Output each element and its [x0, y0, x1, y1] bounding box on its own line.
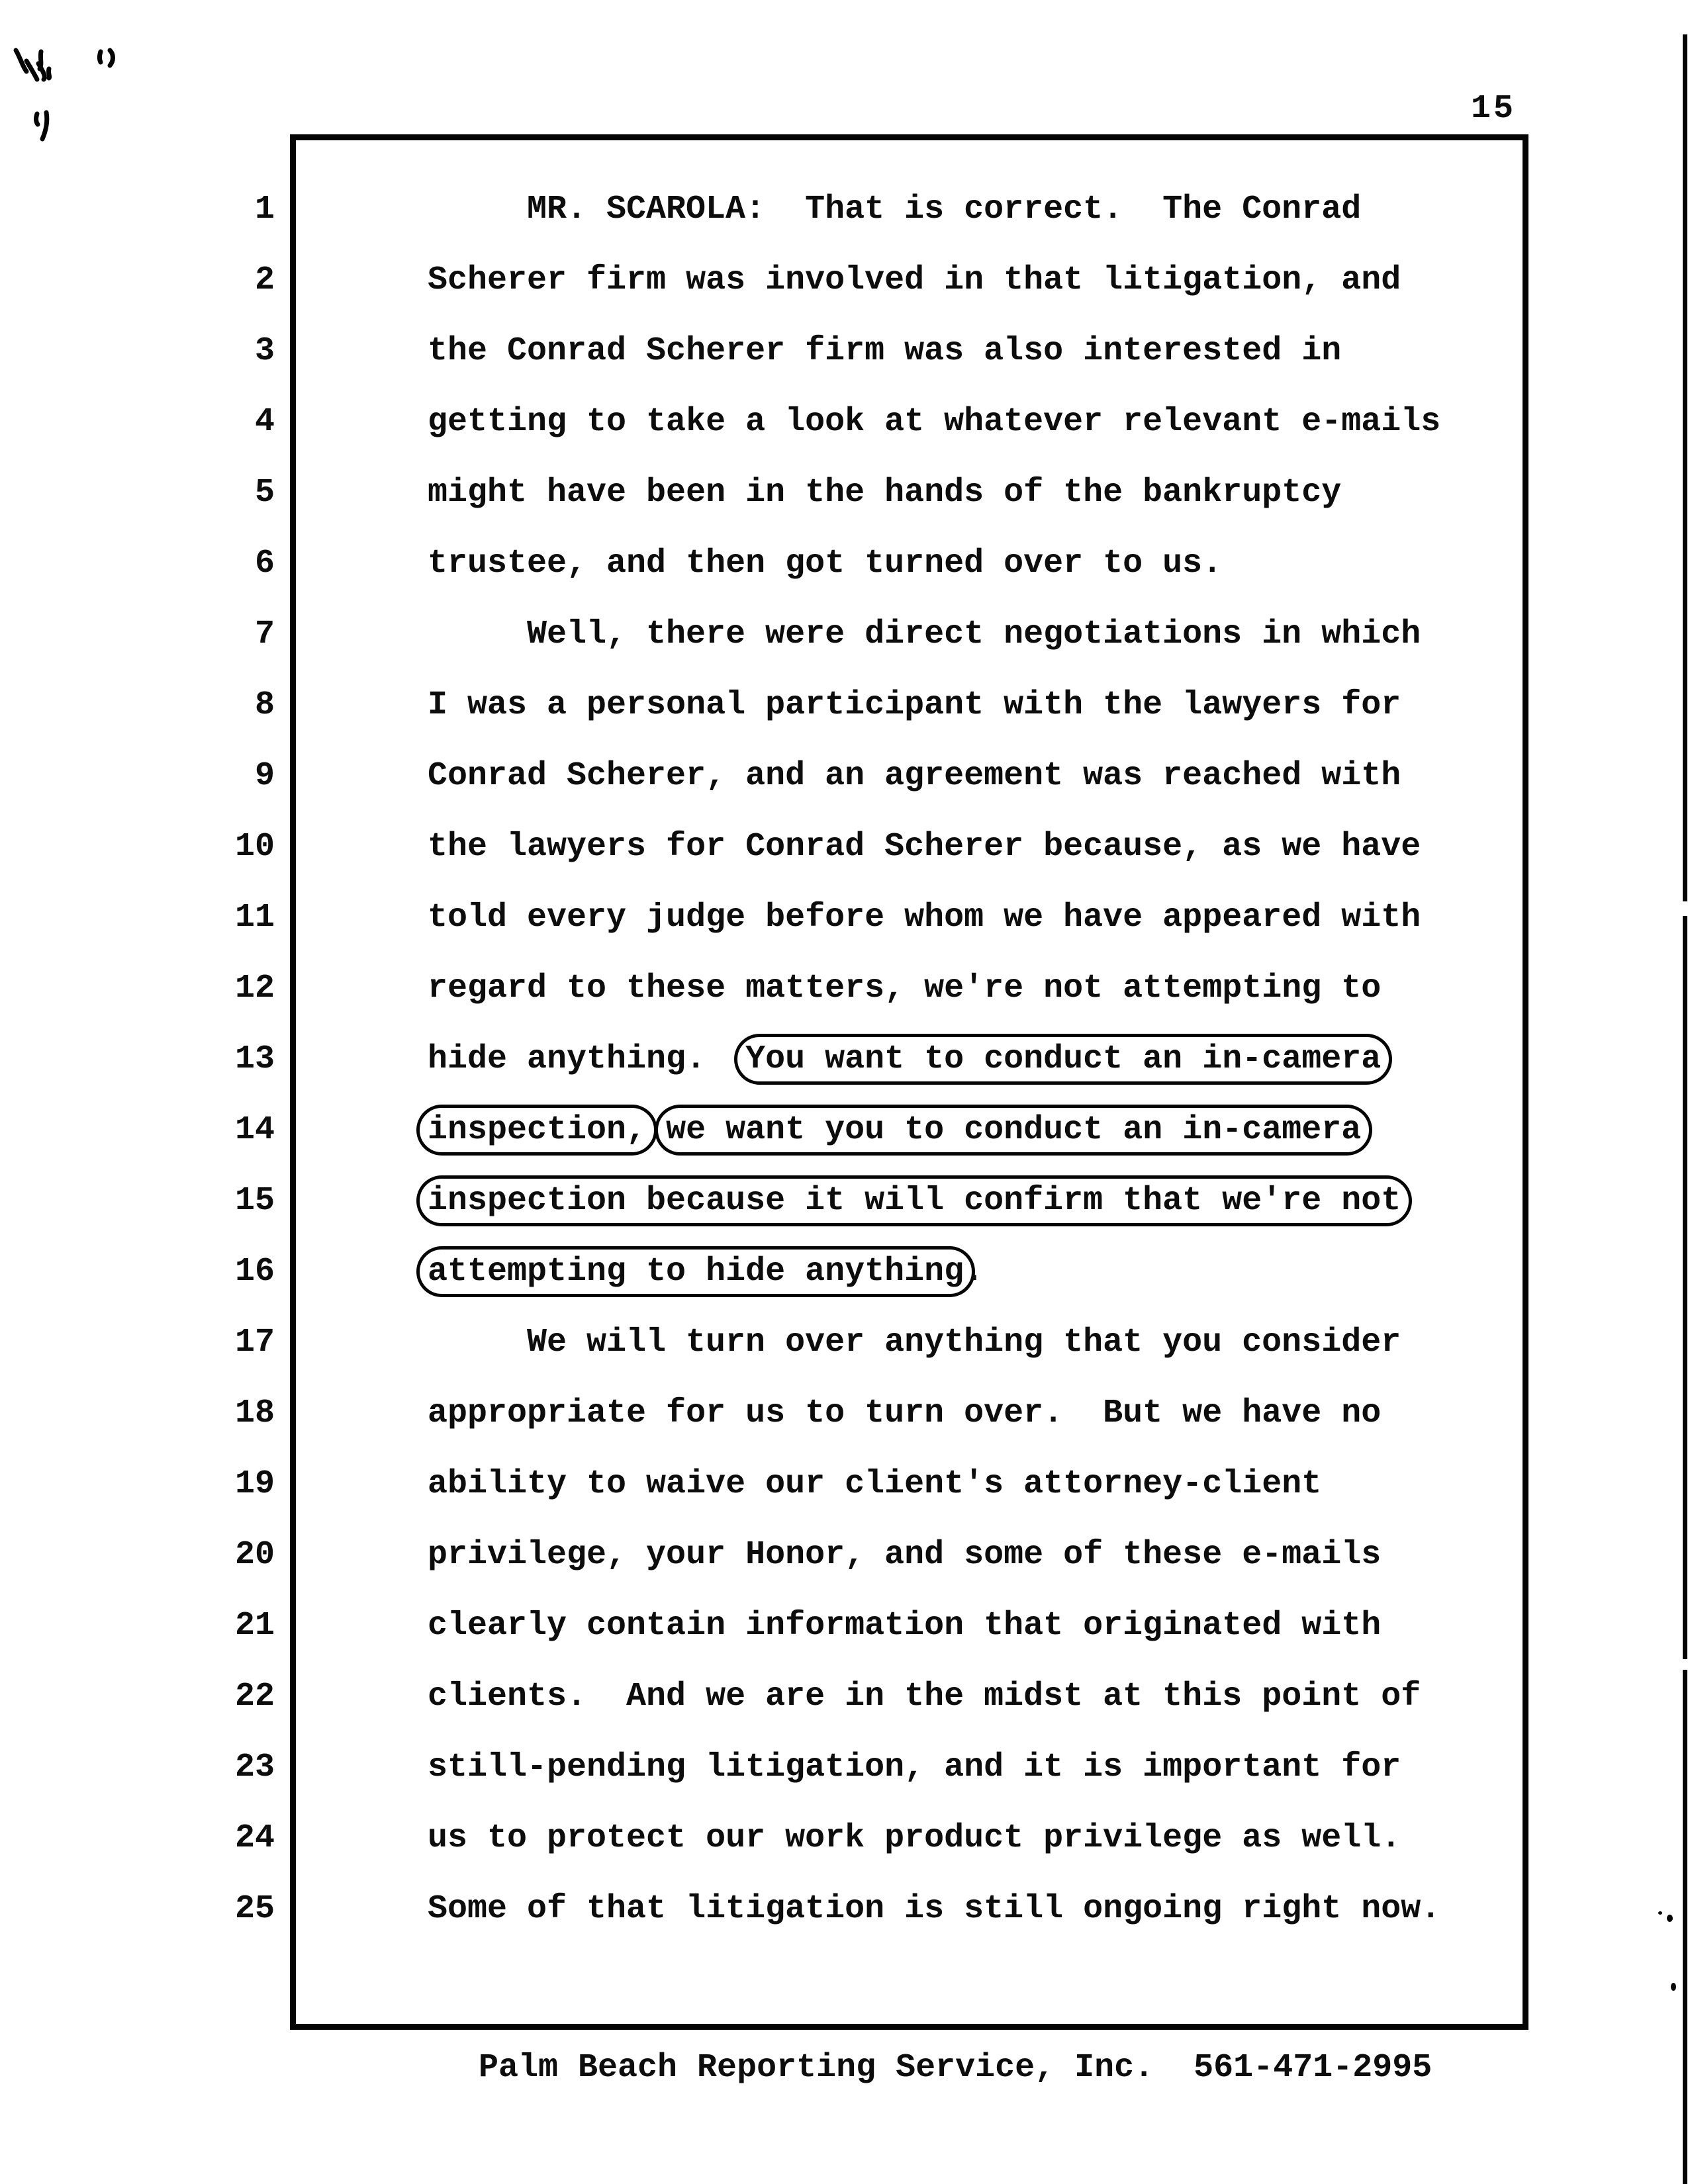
line-text: regard to these matters, we're not attempting to — [428, 970, 1382, 1007]
line-number: 19 — [234, 1465, 275, 1503]
transcript-line — [428, 953, 1500, 1024]
line-text: Scherer firm was involved in that litigation, and — [428, 261, 1401, 299]
transcript-line — [428, 1590, 1500, 1661]
transcript-line — [428, 174, 1500, 245]
line-number-rail — [152, 174, 275, 1944]
line-text: . — [964, 1253, 984, 1291]
line-number: 16 — [234, 1253, 275, 1291]
line-number: 2 — [254, 261, 275, 299]
line-text: clients. And we are in the midst at this point of — [428, 1678, 1421, 1715]
transcript-line — [428, 1236, 1500, 1307]
circled-text: attempting to hide anything — [416, 1246, 975, 1297]
line-number: 7 — [254, 615, 275, 653]
transcript-line — [428, 670, 1500, 741]
transcript-line — [428, 1165, 1500, 1236]
line-number: 20 — [234, 1536, 275, 1574]
ink-speck — [1667, 1915, 1673, 1922]
transcript-line — [428, 1024, 1500, 1095]
line-number: 12 — [234, 970, 275, 1007]
line-number: 8 — [254, 686, 275, 724]
line-number: 4 — [254, 403, 275, 441]
line-number: 17 — [234, 1324, 275, 1361]
transcript-line — [428, 1449, 1500, 1520]
line-text: I was a personal participant with the lawyers for — [428, 686, 1401, 724]
transcript-line — [428, 811, 1500, 882]
line-number: 15 — [234, 1182, 275, 1220]
line-text: the lawyers for Conrad Scherer because, as we have — [428, 828, 1421, 866]
ink-speck — [1658, 1911, 1662, 1915]
line-number: 11 — [234, 899, 275, 936]
scanner-edge-artifact — [1683, 34, 1687, 2184]
line-text: getting to take a look at whatever relevant e-mails — [428, 403, 1441, 441]
line-number: 10 — [234, 828, 275, 866]
transcript-line — [428, 599, 1500, 670]
line-number: 1 — [254, 191, 275, 228]
line-number: 24 — [234, 1819, 275, 1857]
line-text: MR. SCAROLA: That is correct. The Conrad — [527, 191, 1362, 228]
line-text: hide anything. — [428, 1040, 746, 1078]
line-text: might have been in the hands of the bankruptcy — [428, 474, 1342, 512]
circled-text: we want you to conduct an in-camera — [655, 1105, 1372, 1156]
ink-speck — [1671, 1983, 1676, 1991]
reporting-service-footer: Palm Beach Reporting Service, Inc. 561-471-2995 — [479, 2049, 1432, 2087]
line-text: clearly contain information that originated with — [428, 1607, 1382, 1645]
transcript-line — [428, 528, 1500, 599]
circled-text: You want to conduct an in-camera — [734, 1034, 1392, 1085]
line-number: 22 — [234, 1678, 275, 1715]
line-text: trustee, and then got turned over to us. — [428, 545, 1223, 582]
line-text: told every judge before whom we have appeared with — [428, 899, 1421, 936]
circled-text: inspection, — [416, 1105, 657, 1156]
transcript-line — [428, 1874, 1500, 1944]
pen-scratch-marks — [0, 0, 199, 172]
line-number: 21 — [234, 1607, 275, 1645]
line-number: 18 — [234, 1394, 275, 1432]
line-text: We will turn over anything that you consider — [527, 1324, 1401, 1361]
line-number: 25 — [234, 1890, 275, 1928]
transcript-line — [428, 741, 1500, 811]
line-number: 5 — [254, 474, 275, 512]
line-number: 14 — [234, 1111, 275, 1149]
transcript-line — [428, 1095, 1500, 1165]
line-number: 9 — [254, 757, 275, 795]
transcript-line — [428, 1732, 1500, 1803]
line-text: ability to waive our client's attorney-client — [428, 1465, 1322, 1503]
line-text: the Conrad Scherer firm was also interested in — [428, 332, 1342, 370]
transcript-text — [428, 174, 1500, 1944]
transcript-line — [428, 457, 1500, 528]
transcript-line — [428, 882, 1500, 953]
line-number: 23 — [234, 1749, 275, 1786]
page-number: 15 — [1471, 90, 1517, 128]
line-text: Some of that litigation is still ongoing right now. — [428, 1890, 1441, 1928]
transcript-line — [428, 316, 1500, 387]
line-number: 13 — [234, 1040, 275, 1078]
transcript-line — [428, 1307, 1500, 1378]
transcript-line — [428, 1378, 1500, 1449]
line-text: us to protect our work product privilege as well. — [428, 1819, 1401, 1857]
transcript-line — [428, 1520, 1500, 1590]
line-text: appropriate for us to turn over. But we have no — [428, 1394, 1382, 1432]
line-text: privilege, your Honor, and some of these e-mails — [428, 1536, 1382, 1574]
transcript-line — [428, 1803, 1500, 1874]
transcript-line — [428, 1661, 1500, 1732]
line-number: 3 — [254, 332, 275, 370]
line-text: Well, there were direct negotiations in which — [527, 615, 1421, 653]
transcript-line — [428, 387, 1500, 457]
transcript-line — [428, 245, 1500, 316]
line-number: 6 — [254, 545, 275, 582]
circled-text: inspection because it will confirm that we're not — [416, 1175, 1412, 1226]
line-text: still-pending litigation, and it is important for — [428, 1749, 1401, 1786]
line-text: Conrad Scherer, and an agreement was reached with — [428, 757, 1401, 795]
